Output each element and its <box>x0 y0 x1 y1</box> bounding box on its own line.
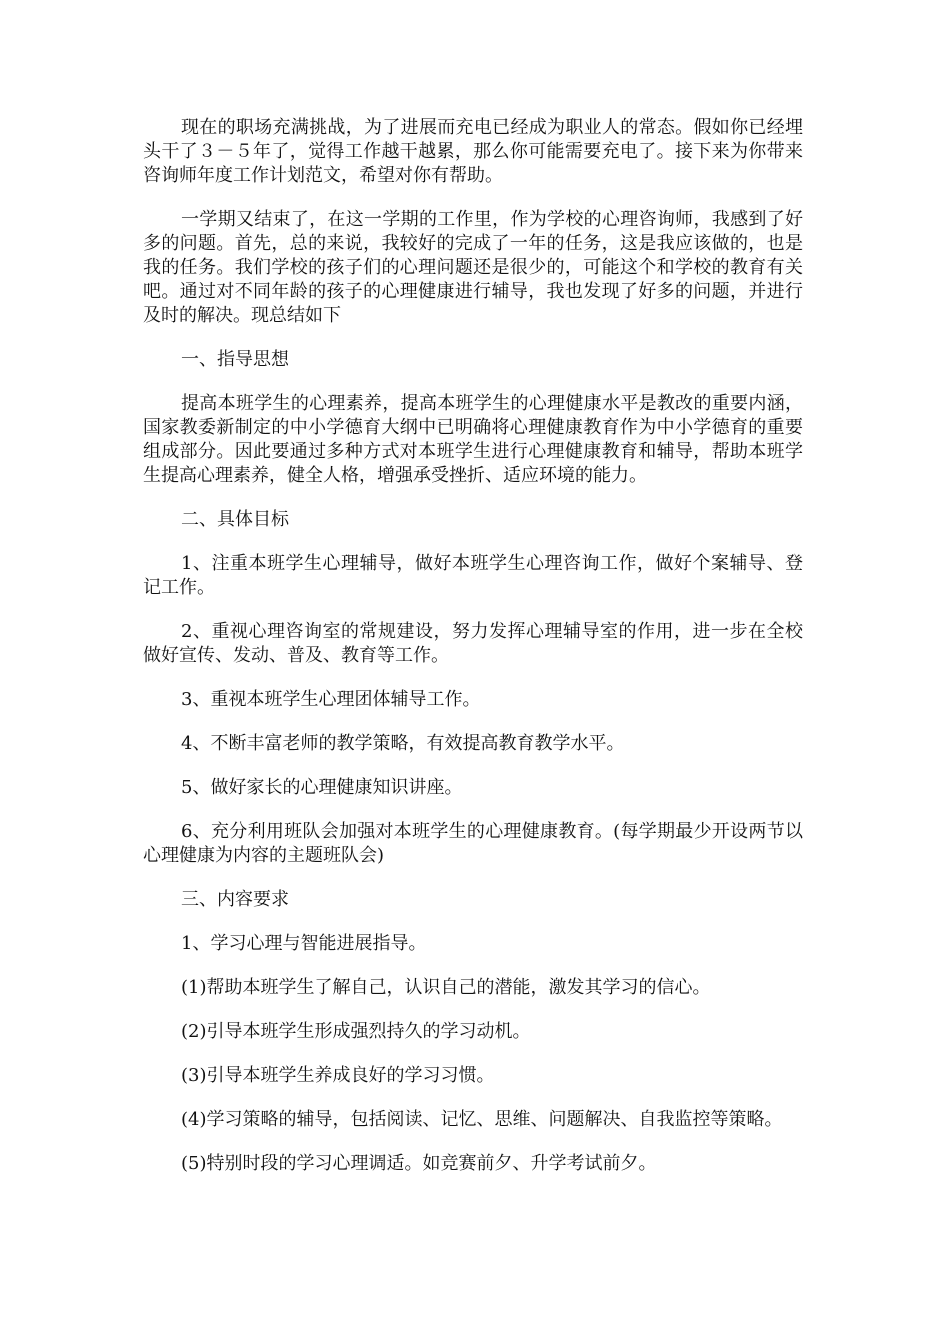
section-heading-guiding-thought: 一、指导思想 <box>181 349 289 370</box>
summary-paragraph: 一学期又结束了，在这一学期的工作里，作为学校的心理咨询师，我感到了好多的问题。首先，总的来说，我较好的完成了一年的任务，这是我应该做的，也是我的任务。我们学校的孩子们的心理问题还是很少的，可能这个和学校的教育有关吧。通过对不同年龄的孩子的心理健康进行辅导，我也发现了好多的问题，并进行及时的解决。现总结如下 <box>143 209 803 326</box>
content-subitem-5: (5)特别时段的学习心理调适。如竞赛前夕、升学考试前夕。 <box>181 1153 657 1174</box>
content-subitem-2: (2)引导本班学生形成强烈持久的学习动机。 <box>181 1021 531 1042</box>
goal-item-6: 6、充分利用班队会加强对本班学生的心理健康教育。(每学期最少开设两节以心理健康为内容的主题班队会) <box>143 821 803 866</box>
content-subitem-1: (1)帮助本班学生了解自己，认识自己的潜能，激发其学习的信心。 <box>181 977 711 998</box>
section-heading-specific-goals: 二、具体目标 <box>181 509 289 530</box>
intro-paragraph: 现在的职场充满挑战，为了进展而充电已经成为职业人的常态。假如你已经埋头干了３－５年了，觉得工作越干越累，那么你可能需要充电了。接下来为你带来咨询师年度工作计划范文，希望对你有帮助。 <box>143 117 803 186</box>
content-subitem-4: (4)学习策略的辅导，包括阅读、记忆、思维、问题解决、自我监控等策略。 <box>181 1109 783 1130</box>
goal-item-1: 1、注重本班学生心理辅导，做好本班学生心理咨询工作，做好个案辅导、登记工作。 <box>143 553 803 598</box>
content-subitem-3: (3)引导本班学生养成良好的学习习惯。 <box>181 1065 495 1086</box>
goal-item-4: 4、不断丰富老师的教学策略，有效提高教育教学水平。 <box>181 733 625 754</box>
goal-item-3: 3、重视本班学生心理团体辅导工作。 <box>181 689 481 710</box>
goal-item-5: 5、做好家长的心理健康知识讲座。 <box>181 777 463 798</box>
document-body <box>143 116 803 1196</box>
guiding-thought-paragraph: 提高本班学生的心理素养，提高本班学生的心理健康水平是教改的重要内涵，国家教委新制定的中小学德育大纲中已明确将心理健康教育作为中小学德育的重要组成部分。因此要通过多种方式对本班学生进行心理健康教育和辅导，帮助本班学生提高心理素养，健全人格，增强承受挫折、适应环境的能力。 <box>143 393 803 486</box>
goal-item-2: 2、重视心理咨询室的常规建设，努力发挥心理辅导室的作用，进一步在全校做好宣传、发动、普及、教育等工作。 <box>143 621 803 666</box>
section-heading-content-requirements: 三、内容要求 <box>181 889 289 910</box>
content-item-1: 1、学习心理与智能进展指导。 <box>181 933 427 954</box>
